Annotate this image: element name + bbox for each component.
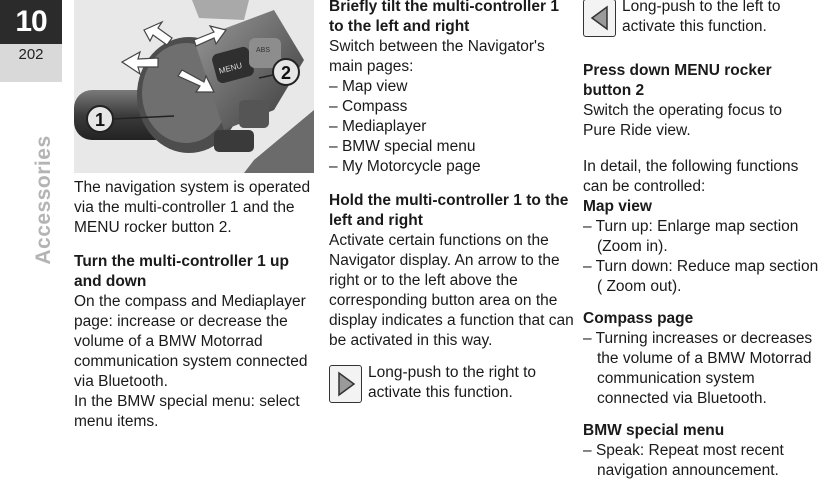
callout-1: [87, 106, 113, 132]
handlebar-illustration: [74, 0, 314, 173]
arrow-right-icon: [329, 365, 362, 403]
tip-long-push-left: [583, 0, 819, 37]
chapter-number: 10: [0, 0, 62, 44]
tip-long-push-right: [329, 363, 574, 403]
section-title: [22, 130, 66, 270]
paragraph-special-menu: In the BMW special menu: select menu items.: [74, 393, 300, 430]
paragraph-pure-ride: Switch the operating focus to Pure Ride view.: [583, 102, 783, 139]
list-item: – Map view: [329, 78, 408, 95]
list-item: – BMW special menu: [329, 138, 476, 155]
section-title-text: Accessories: [32, 135, 55, 265]
heading-turn-controller: Turn the multi-controller 1 up and down: [74, 253, 289, 290]
list-item: – Speak: Repeat most recent navigation announcement.: [583, 442, 784, 479]
tip-text: Long-push to the right to activate this function.: [368, 364, 537, 401]
heading-tilt-controller: Briefly tilt the multi-controller 1 to the left and right: [329, 0, 559, 35]
tip-text: Long-push to the left to activate this function.: [622, 0, 781, 35]
abs-key-label: ABS: [256, 47, 271, 54]
heading-map-view: Map view: [583, 198, 652, 215]
paragraph-main-pages: Switch between the Navigator's main pages:: [329, 38, 545, 75]
handlebar-drawing: [74, 0, 314, 173]
column-2: [329, 0, 574, 403]
page-number: 202: [18, 46, 44, 63]
column-3: [583, 0, 819, 481]
callout-2: [273, 59, 299, 85]
paragraph-details: In detail, the following functions can be controlled:: [583, 158, 799, 195]
list-item: – Mediaplayer: [329, 118, 427, 135]
callout-2-label: 2: [280, 63, 292, 83]
heading-special-menu: BMW special menu: [583, 422, 725, 439]
paragraph-volume: On the compass and Mediaplayer page: increase or decrease the volume of a BMW Motorrad communication system connected via Bluetooth.: [74, 293, 308, 390]
list-item: – Compass: [329, 98, 408, 115]
list-item: – My Motorcycle page: [329, 158, 481, 175]
callout-1-label: 1: [94, 110, 106, 130]
column-1: [74, 178, 319, 432]
list-item: – Turning increases or decreases the volume of a BMW Motorrad communication system connected via Bluetooth.: [583, 330, 813, 407]
paragraph-activate-functions: Activate certain functions on the Navigator display. An arrow to the right or to the left above the corresponding button area on the display indicates a function that can be activated in this way.: [329, 232, 574, 349]
intro-paragraph: The navigation system is operated via the multi-controller 1 and the MENU rocker button 2.: [74, 179, 311, 236]
list-item: – Turn down: Reduce map section ( Zoom out).: [583, 258, 819, 295]
menu-key-label: MENU: [217, 60, 244, 76]
chapter-tab: [0, 0, 62, 82]
list-item: – Turn up: Enlarge map section (Zoom in).: [583, 218, 799, 255]
heading-compass-page: Compass page: [583, 310, 694, 327]
arrow-left-icon: [583, 0, 616, 37]
heading-press-menu: Press down MENU rocker button 2: [583, 62, 772, 99]
heading-hold-controller: Hold the multi-controller 1 to the left and right: [329, 192, 569, 229]
